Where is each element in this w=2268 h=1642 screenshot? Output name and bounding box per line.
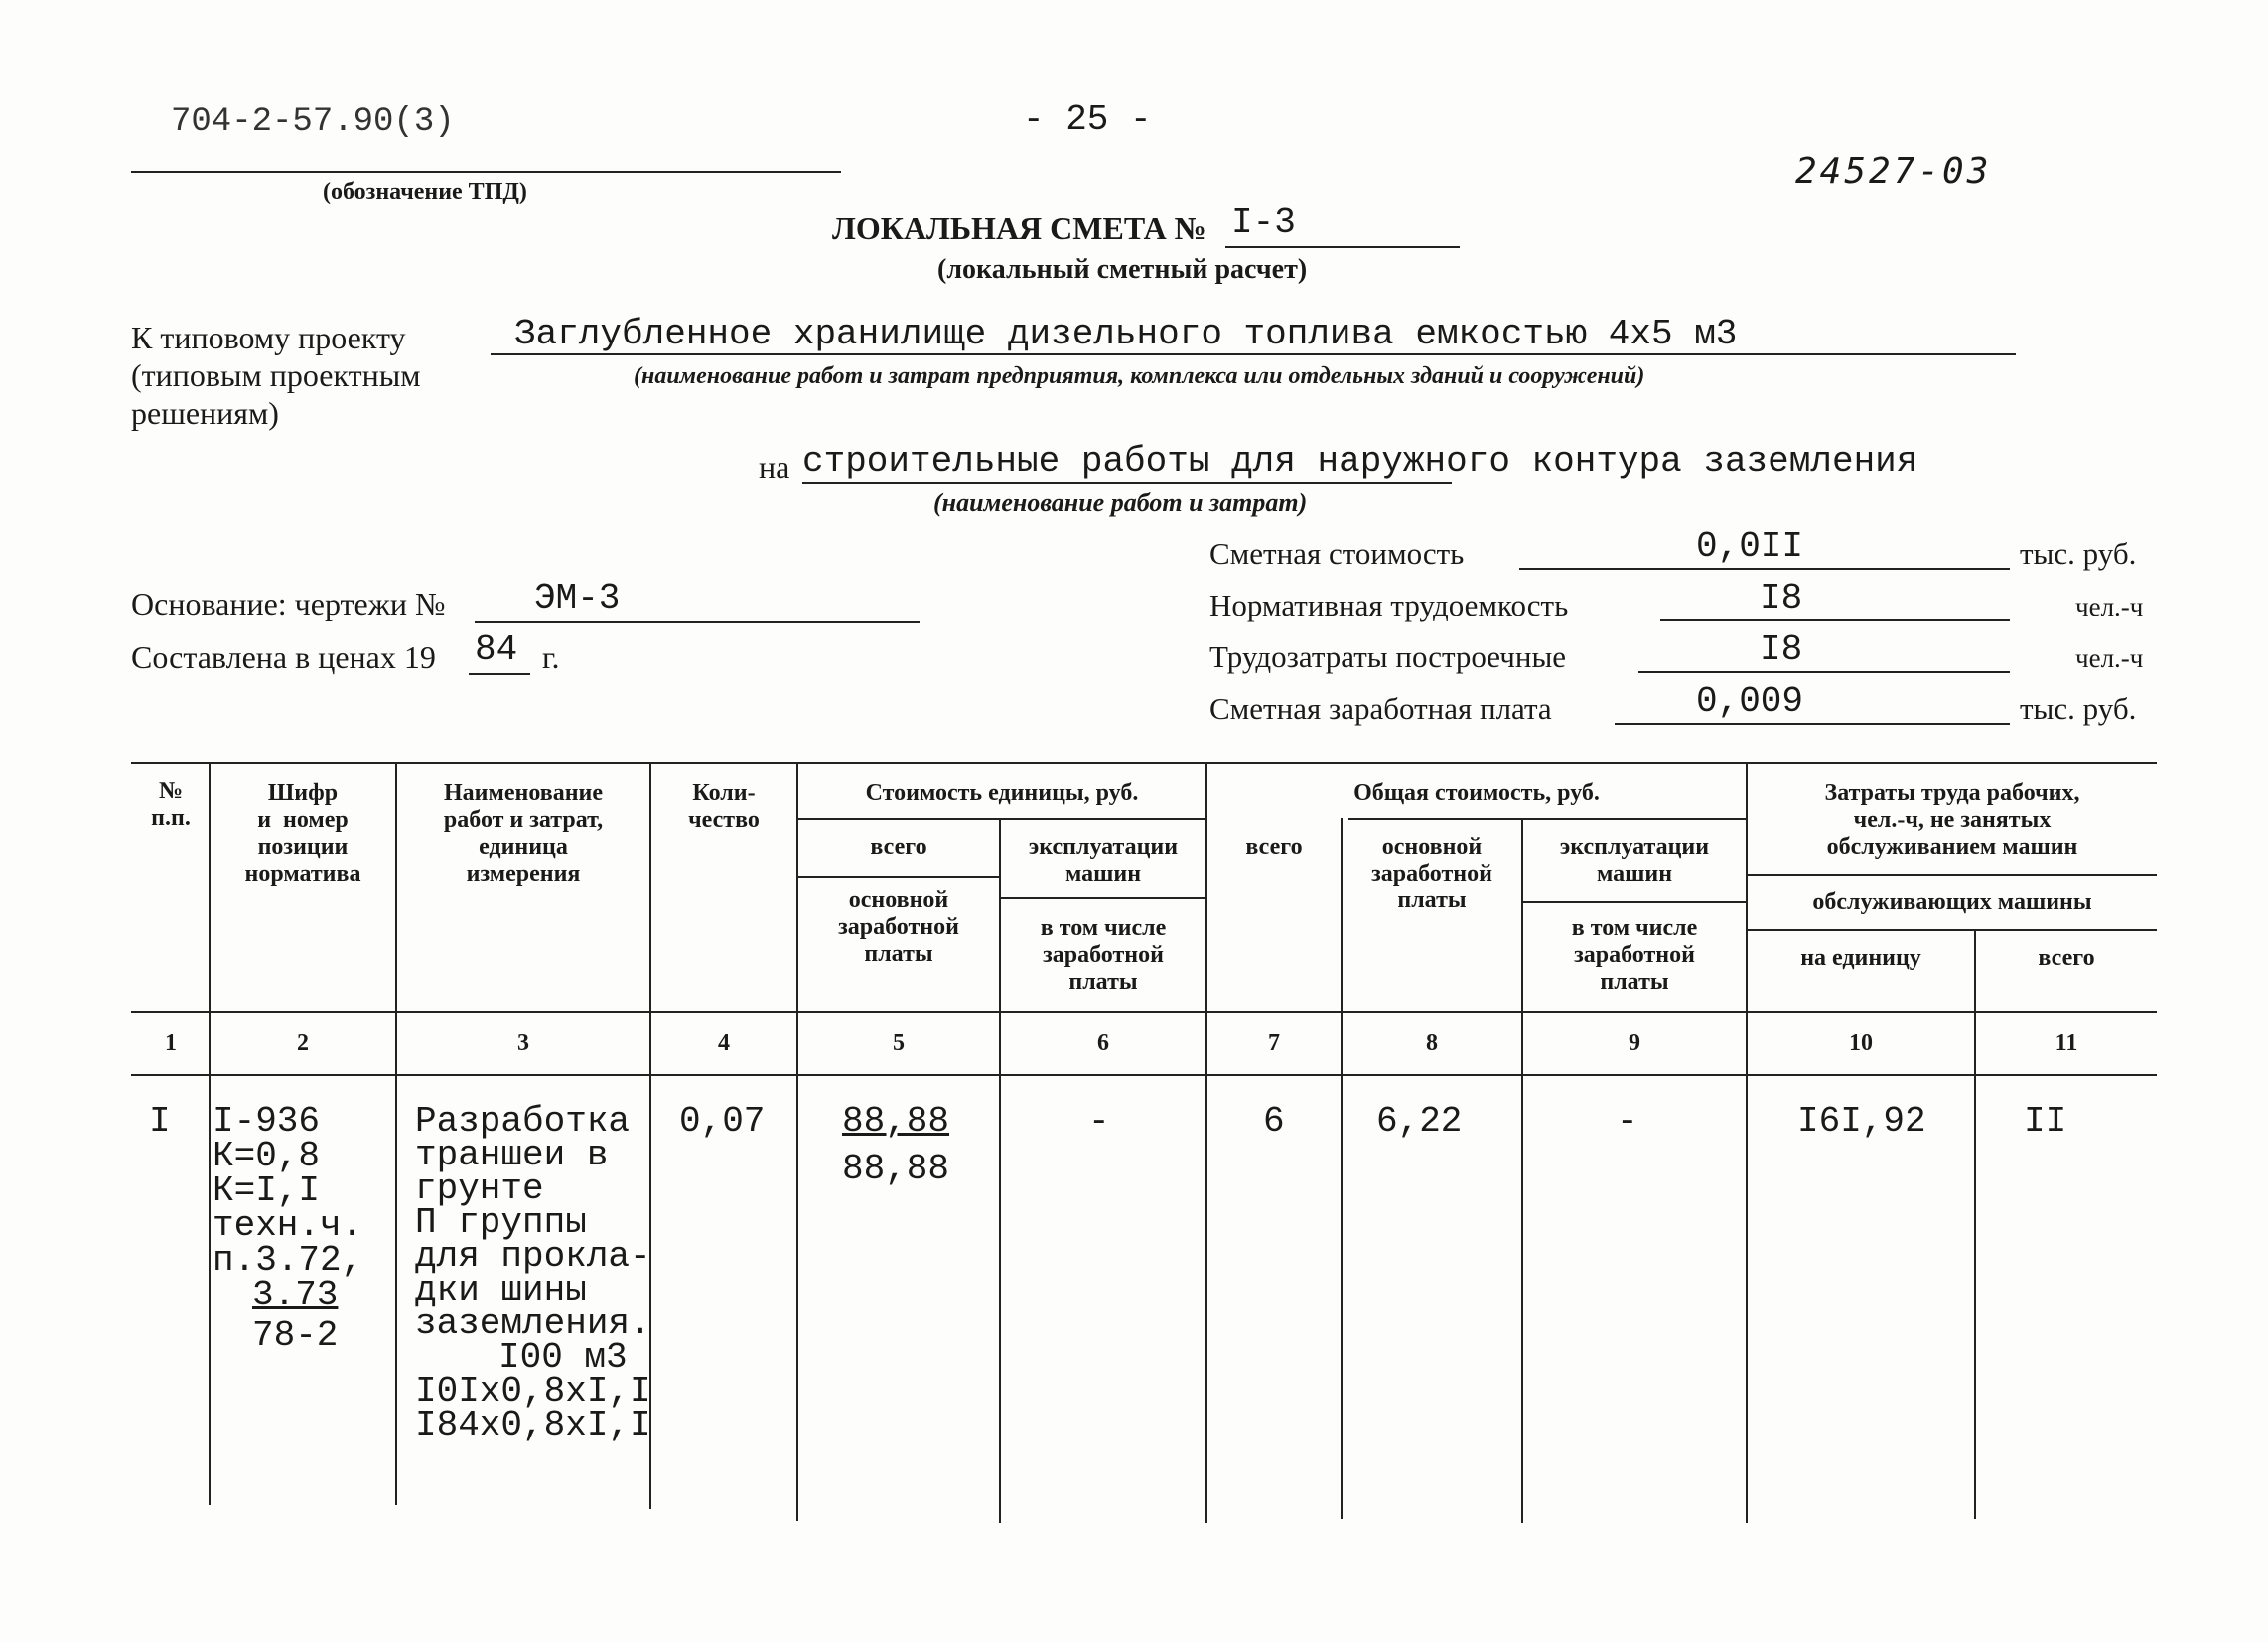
prices-year-underline [469,673,530,675]
header-labor: Затраты труда рабочих, чел.-ч, не занятых обслуживанием машин [1824,780,2080,860]
header-c9-bottom: в том числе заработной платы [1571,915,1698,995]
column-number-5: 5 [893,1030,905,1056]
estimate-subtitle: (локальный сметный расчет) [937,254,1308,285]
header-unit-cost: Стоимость единицы, руб. [865,780,1139,806]
header-c2: Шифр и номер позиции норматива [244,780,361,887]
document-code-caption: (обозначение ТПД) [323,179,527,205]
column-number-9: 9 [1629,1030,1640,1056]
row-labor-total: II [2024,1101,2067,1142]
row-name-line: Разработка [415,1101,631,1142]
header-c6-bottom: в том числе заработной платы [1040,915,1167,995]
summary-labor-site-label: Трудозатраты построечные [1209,639,1567,674]
row-name-unit: I00 м3 [498,1337,628,1378]
column-number-1: 1 [165,1030,177,1056]
header-c1: № п.п. [151,778,191,831]
row-code-line: техн.ч. [213,1205,363,1246]
header-c4: Коли- чество [688,780,760,833]
summary-cost-value: 0,0II [1696,526,1804,567]
c9-split-rule [1521,901,1746,903]
row-code-line: К=I,I [213,1170,321,1211]
header-total-cost: Общая стоимость, руб. [1353,780,1600,806]
column-number-11: 11 [2055,1030,2078,1056]
works-name: строительные работы для наружного контура заземления [802,441,1918,481]
row-labor-unit: I6I,92 [1797,1101,1926,1142]
project-name: Заглубленное хранилище дизельного топлива емкостью 4х5 м3 [514,314,1738,354]
row-code-numerator: 3.73 [252,1275,339,1315]
page-number: - 25 - [1023,99,1152,140]
row-total-wage: 6,22 [1376,1101,1463,1142]
col-border-9-10 [1746,762,1748,1523]
header-c6-top: эксплуатации машин [1028,834,1179,887]
header-c5-bottom: основной заработной платы [838,888,959,967]
summary-labor-norm-unit: чел.-ч [2075,592,2144,621]
unit-cost-group-rule [796,818,1205,820]
drawings-label: Основание: чертежи № [131,586,446,621]
row-number: I [149,1101,171,1142]
column-number-4: 4 [718,1030,730,1056]
row-total-machines: - [1617,1101,1638,1142]
prices-label: Составлена в ценах 19 [131,639,436,675]
estimate-title: ЛОКАЛЬНАЯ СМЕТА № [832,210,1206,246]
drawings-underline [475,621,920,623]
summary-labor-norm-underline [1660,619,2010,621]
labor-split-rule [1746,874,2157,876]
summary-wage-underline [1615,723,2010,725]
row-name-line: траншеи в [415,1135,609,1175]
row-code-line: I-936 [213,1101,321,1142]
column-number-2: 2 [297,1030,309,1056]
column-number-8: 8 [1426,1030,1438,1056]
header-c8: основной заработной платы [1371,834,1492,913]
row-code-line: К=0,8 [213,1136,321,1176]
col-border-10-11 [1974,929,1976,1519]
project-name-caption: (наименование работ и затрат предприятия, комплекса или отдельных зданий и сооружений) [634,363,1645,389]
header-c10: на единицу [1800,945,1921,971]
works-name-underline [802,482,1452,484]
estimate-number: I-3 [1231,203,1296,243]
row-name-line: заземления. [415,1303,651,1344]
project-label-line2: (типовым проектным [131,357,421,393]
row-name-line: дки шины [415,1270,587,1310]
row-total: 6 [1263,1101,1285,1142]
estimate-number-underline [1225,246,1460,248]
row-quantity: 0,07 [679,1101,766,1142]
document-code: 704-2-57.90(3) [171,103,455,141]
project-label-line1: К типовому проекту [131,320,406,355]
column-number-7: 7 [1268,1030,1280,1056]
summary-labor-norm-label: Нормативная трудоемкость [1209,588,1569,622]
header-c3: Наименование работ и затрат, единица измерения [443,780,604,887]
col-border-7-8 [1341,818,1343,1519]
prices-suffix: г. [542,639,560,675]
project-label-line3: решениям) [131,395,279,431]
row-name-calc: I84х0,8хI,I [415,1405,651,1445]
prices-year: 84 [475,629,518,670]
header-c9-top: эксплуатации машин [1559,834,1710,887]
row-code-line: п.3.72, [213,1240,363,1281]
project-name-underline [491,353,2016,355]
works-caption: (наименование работ и затрат) [933,488,1308,517]
summary-labor-site-value: I8 [1760,629,1803,670]
summary-labor-norm-value: I8 [1760,578,1803,618]
total-cost-group-rule [1348,818,1746,820]
header-labor-machines: обслуживающих машины [1812,889,2092,915]
summary-cost-label: Сметная стоимость [1209,536,1465,571]
row-name-line: для прокла- [415,1236,651,1277]
summary-cost-unit: тыс. руб. [2020,536,2137,571]
header-c7: всего [1245,834,1303,860]
column-number-10: 10 [1849,1030,1873,1056]
row-name-line: П группы [415,1202,587,1243]
c5-split-rule [796,876,999,878]
summary-cost-underline [1519,568,2010,570]
summary-wage-label: Сметная заработная плата [1209,691,1552,726]
labor-machines-rule [1746,929,2157,931]
summary-wage-unit: тыс. руб. [2020,691,2137,726]
row-unit-total: 88,88 [842,1101,950,1142]
summary-labor-site-unit: чел.-ч [2075,643,2144,673]
column-number-3: 3 [517,1030,529,1056]
row-name-line: грунте [415,1168,544,1209]
table-top-border [131,762,2157,764]
handwritten-number: 24527-03 [1795,151,1992,192]
header-bottom-rule [131,1011,2157,1013]
works-prefix: на [759,449,790,484]
row-name-calc: I0Iх0,8хI,I [415,1371,651,1412]
summary-wage-value: 0,009 [1696,681,1804,722]
header-c5-top: всего [870,834,927,860]
row-unit-wage: 88,88 [842,1149,950,1189]
header-c11: всего [2038,945,2095,971]
row-unit-machines: - [1088,1101,1110,1142]
row-code-denominator: 78-2 [252,1315,339,1356]
c6-split-rule [999,897,1205,899]
summary-labor-site-underline [1638,671,2010,673]
drawings-value: ЭМ-3 [534,578,621,618]
column-number-6: 6 [1097,1030,1109,1056]
document-code-underline [131,171,841,173]
col-border-6-7 [1205,762,1207,1523]
column-number-rule [131,1074,2157,1076]
col-border-4-5 [796,762,798,1521]
